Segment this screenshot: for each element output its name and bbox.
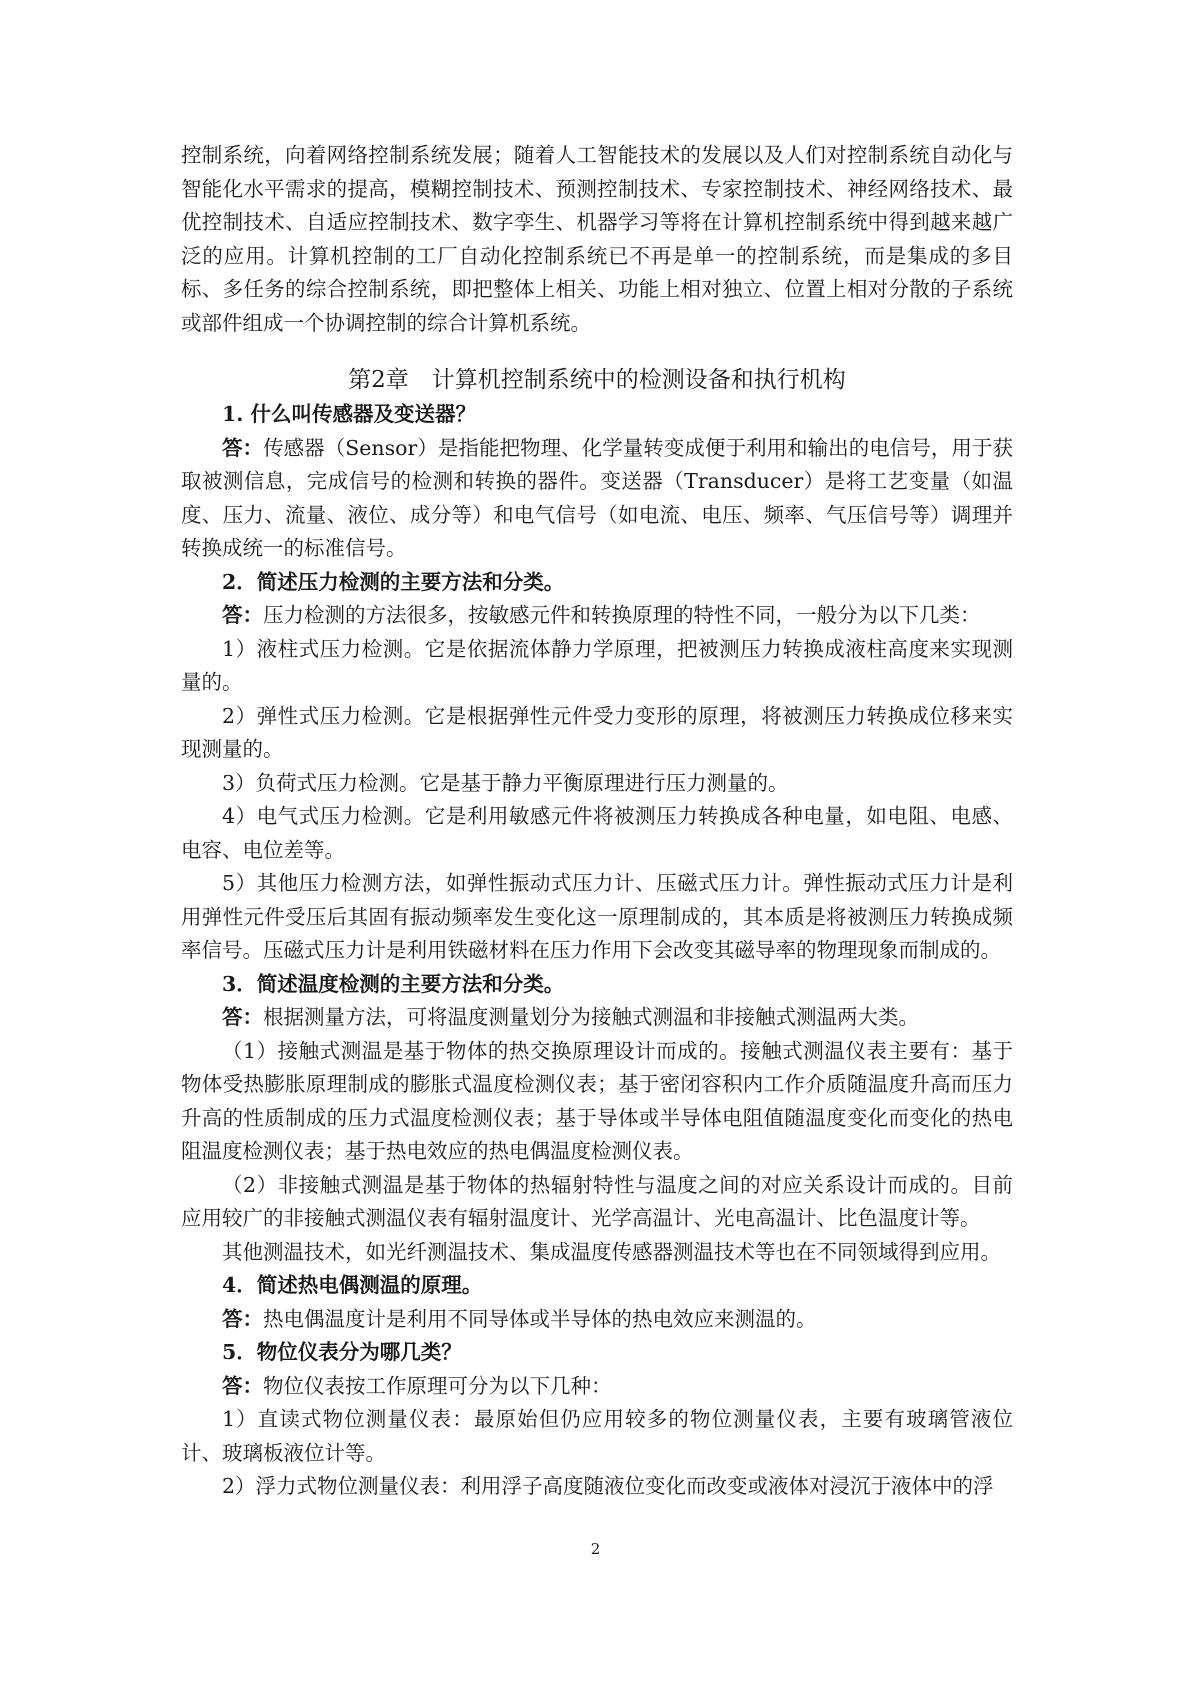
answer-4 (181, 1303, 1013, 1337)
question-3: 3．简述温度检测的主要方法和分类。 (222, 971, 565, 996)
list-item: 2）弹性式压力检测。它是根据弹性元件受力变形的原理，将被测压力转换成位移来实现测量的。 (181, 703, 1013, 761)
chapter-title: 第2章 计算机控制系统中的检测设备和执行机构 (348, 367, 846, 393)
list-item: （1）接触式测温是基于物体的热交换原理设计而成的。接触式测温仪表主要有：基于物体受热膨胀原理制成的膨胀式温度检测仪表；基于密闭容积内工作介质随温度升高而压力升高的性质制成的压力式温度检测仪表；基于导体或半导体电阻值随温度变化而变化的热电阻温度检测仪表；基于热电效应的热电偶温度检测仪表。 (181, 1038, 1013, 1163)
answer-1 (181, 432, 1013, 566)
answer-lead: 答： (222, 435, 264, 460)
answer-text: 压力检测的方法很多，按敏感元件和转换原理的特性不同，一般分为以下几类： (263, 603, 981, 627)
list-item: 4）电气式压力检测。它是利用敏感元件将被测压力转换成各种电量，如电阻、电感、电容、电位差等。 (181, 804, 1013, 862)
answer-2 (181, 599, 1013, 633)
question-4: 4．简述热电偶测温的原理。 (222, 1273, 483, 1297)
list-item: 3）负荷式压力检测。它是基于静力平衡原理进行压力测量的。 (222, 770, 789, 795)
answer-lead: 答： (222, 603, 263, 627)
question-2: 2．简述压力检测的主要方法和分类。 (222, 569, 565, 594)
answer-lead: 答： (222, 1306, 263, 1331)
list-item: 1）液柱式压力检测。它是依据流体静力学原理，把被测压力转换成液柱高度来实现测量的。 (181, 636, 1013, 694)
list-item: 1）直读式物位测量仪表：最原始但仍应用较多的物位测量仪表，主要有玻璃管液位计、玻璃板液位计等。 (181, 1407, 1013, 1465)
list-item: 2）浮力式物位测量仪表：利用浮子高度随液位变化而改变或液体对浸沉于液体中的浮 (222, 1474, 994, 1498)
answer-lead: 答： (222, 1005, 263, 1029)
answer-3 (181, 1001, 1013, 1035)
answer-text: 根据测量方法，可将温度测量划分为接触式测温和非接触式测温两大类。 (263, 1005, 919, 1029)
answer-text: 物位仪表按工作原理可分为以下几种： (263, 1373, 612, 1398)
answer-5 (181, 1370, 1013, 1404)
list-item: 其他测温技术，如光纤测温技术、集成温度传感器测温技术等也在不同领域得到应用。 (222, 1239, 1001, 1264)
list-item: （2）非接触式测温是基于物体的热辐射特性与温度之间的对应关系设计而成的。目前应用较广的非接触式测温仪表有辐射温度计、光学高温计、光电高温计、比色温度计等。 (181, 1172, 1013, 1230)
answer-text: 热电偶温度计是利用不同导体或半导体的热电效应来测温的。 (263, 1306, 817, 1331)
question-1: 1. 什么叫传感器及变送器？ (222, 402, 477, 426)
list-item: 5）其他压力检测方法，如弹性振动式压力计、压磁式压力计。弹性振动式压力计是利用弹性元件受压后其固有振动频率发生变化这一原理制成的，其本质是将被测压力转换成频率信号。压磁式压力计是利用铁磁材料在压力作用下会改变其磁导率的物理现象而制成的。 (181, 871, 1013, 962)
intro-paragraph: 控制系统，向着网络控制系统发展；随着人工智能技术的发展以及人们对控制系统自动化与智能化水平需求的提高，模糊控制技术、预测控制技术、专家控制技术、神经网络技术、最优控制技术、自适应控制技术、数字孪生、机器学习等将在计算机控制系统中得到越来越广泛的应用。计算机控制的工厂自动化控制系统已不再是单一的控制系统，而是集成的多目标、多任务的综合控制系统，即把整体上相关、功能上相对独立、位置上相对分散的子系统或部件组成一个协调控制的综合计算机系统。 (181, 143, 1013, 335)
page-content (181, 139, 1013, 1504)
page-number: 2 (590, 1540, 601, 1558)
answer-text: 传感器（Sensor）是指能把物理、化学量转变成便于利用和输出的电信号，用于获取被测信息，完成信号的检测和转换的器件。变送器（Transducer）是将工艺变量（如温度、压力、流量、液位、成分等）和电气信号（如电流、电压、频率、气压信号等）调理并转换成统一的标准信号。 (181, 435, 1014, 560)
answer-lead: 答： (222, 1373, 263, 1398)
question-5: 5．物位仪表分为哪几类？ (222, 1340, 462, 1364)
